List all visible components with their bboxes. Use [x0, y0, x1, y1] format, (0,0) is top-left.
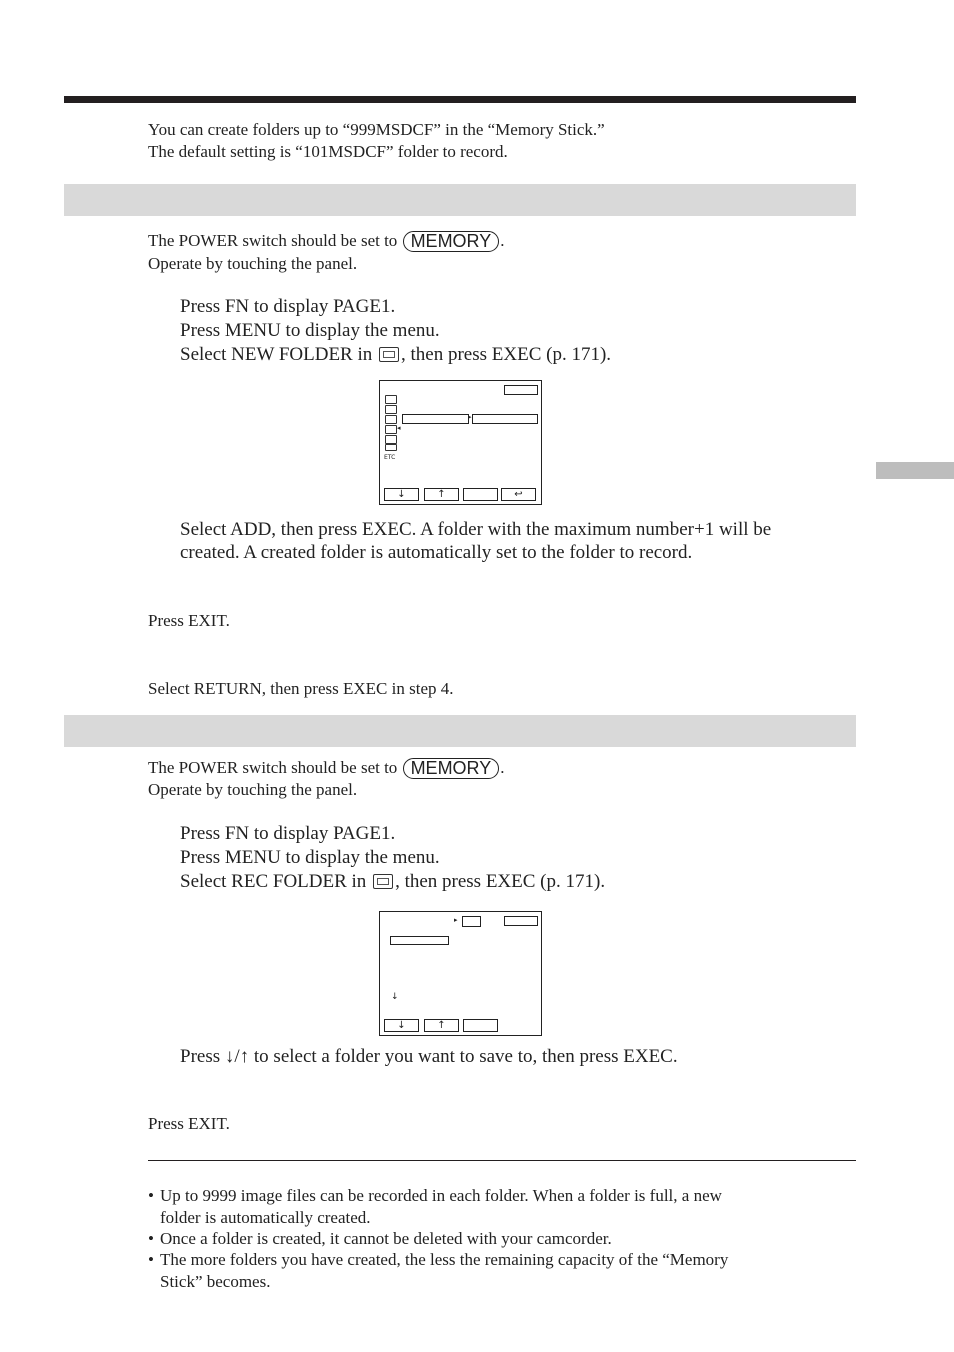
- scroll-down-icon: ↓: [391, 992, 399, 1002]
- setup-menu-icon: [385, 444, 397, 451]
- screen-exec-button: [463, 488, 498, 501]
- note-item-2: [148, 1228, 848, 1250]
- note-item-3: [148, 1249, 848, 1292]
- step-3-pre: Select NEW FOLDER in: [180, 344, 373, 365]
- note-bullet-3: •: [148, 1250, 154, 1269]
- step-3-post: , then press EXEC (p. 171).: [401, 344, 612, 365]
- screen-up-button-2: ↑: [424, 1019, 459, 1032]
- lcd-set-icon: [385, 415, 397, 424]
- intro-line-1: You can create folders up to “999MSDCF” in the “Memory Stick.”: [148, 120, 605, 139]
- tape-set-icon: [385, 435, 397, 444]
- down-up-arrows-icon: ↓/↑: [224, 1046, 250, 1067]
- camera-set-icon: [385, 405, 397, 414]
- step-3-b: [180, 870, 605, 894]
- step-4-line-2: created. A created folder is automatically set to the folder to record.: [180, 542, 693, 563]
- screen-down-button-2: ↓: [384, 1019, 419, 1032]
- note-bullet-1: •: [148, 1186, 154, 1205]
- power-prefix-2: The POWER switch should be set to: [148, 758, 398, 777]
- note-2-line-1: Once a folder is created, it cannot be deleted with your camcorder.: [160, 1229, 612, 1248]
- step-4-b-pre: Press: [180, 1046, 221, 1067]
- step-2: Press MENU to display the menu.: [180, 320, 440, 341]
- value-pointer-icon: ▸: [468, 413, 472, 421]
- menu-value-box: [472, 414, 538, 424]
- note-bullet-2: •: [148, 1229, 154, 1248]
- memory-switch-label-2: MEMORY: [403, 758, 500, 779]
- notes-divider: [148, 1160, 856, 1161]
- screen-return-button: ↩: [501, 488, 536, 501]
- power-suffix: .: [500, 231, 505, 250]
- step-4-b: [180, 1045, 678, 1069]
- power-prefix: The POWER switch should be set to: [148, 231, 398, 250]
- step-4-b-post: to select a folder you want to save to, then press EXEC.: [253, 1046, 678, 1067]
- screen-up-button: ↑: [424, 488, 459, 501]
- etc-label: ETC: [384, 454, 396, 461]
- note-1-line-1: Up to 9999 image files can be recorded in each folder. When a folder is full, a new: [160, 1186, 722, 1205]
- section-heading-band-1: [64, 184, 856, 216]
- header-rule: [64, 96, 856, 103]
- operate-note: Operate by touching the panel.: [148, 254, 358, 273]
- note-item-1: [148, 1185, 848, 1228]
- screen-down-button: ↓: [384, 488, 419, 501]
- exit-instruction-1: Press EXIT.: [148, 611, 230, 630]
- menu-item-highlight: [402, 414, 469, 424]
- camera-menu-icon: [385, 395, 397, 404]
- section-heading-band-2: [64, 715, 856, 747]
- memory-switch-label: MEMORY: [403, 231, 500, 252]
- folder-list-highlight: [390, 936, 449, 945]
- memory-set-menu-icon: [379, 347, 399, 362]
- step-3-b-post: , then press EXEC (p. 171).: [395, 871, 606, 892]
- power-suffix-2: .: [500, 758, 505, 777]
- selection-pointer-icon: ◂: [397, 424, 401, 432]
- cancel-instruction: Select RETURN, then press EXEC in step 4.: [148, 679, 454, 698]
- exit-instruction-2: Press EXIT.: [148, 1114, 230, 1133]
- memory-set-icon: [385, 425, 397, 434]
- screen-status-box: [504, 385, 538, 395]
- folder-icon: [462, 916, 481, 927]
- step-3-b-pre: Select REC FOLDER in: [180, 871, 367, 892]
- lcd-menu-screen-new-folder: [379, 380, 542, 505]
- power-instruction-2: [148, 757, 505, 779]
- screen-status-box-2: [504, 916, 538, 926]
- step-4-line-1: Select ADD, then press EXEC. A folder with the maximum number+1 will be: [180, 519, 772, 540]
- step-1-b: Press FN to display PAGE1.: [180, 823, 396, 844]
- step-1: Press FN to display PAGE1.: [180, 296, 396, 317]
- note-3-line-2: Stick” becomes.: [160, 1271, 271, 1291]
- operate-note-2: Operate by touching the panel.: [148, 780, 358, 799]
- screen-exec-button-2: [463, 1019, 498, 1032]
- note-3-line-1: The more folders you have created, the less the remaining capacity of the “Memory: [160, 1250, 729, 1269]
- step-3: [180, 343, 611, 367]
- intro-line-2: The default setting is “101MSDCF” folder to record.: [148, 142, 508, 161]
- note-1-line-2: folder is automatically created.: [160, 1207, 371, 1227]
- memory-set-menu-icon-2: [373, 874, 393, 889]
- lcd-menu-screen-rec-folder: [379, 911, 542, 1036]
- power-instruction: [148, 230, 505, 252]
- chapter-tab: [876, 462, 954, 479]
- folder-marker-icon: ▸: [454, 916, 458, 924]
- step-2-b: Press MENU to display the menu.: [180, 847, 440, 868]
